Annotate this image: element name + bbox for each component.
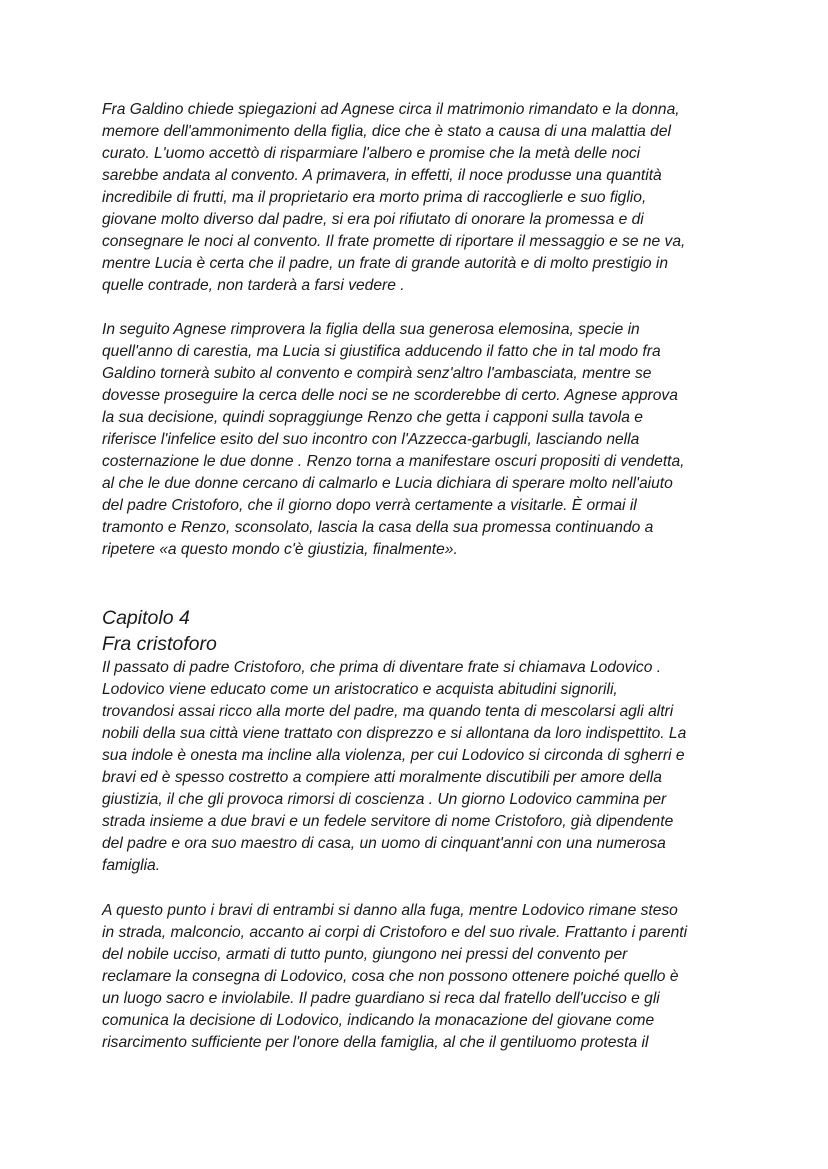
text-line: del padre e ora suo maestro di casa, un uomo di cinquant'anni con una numerosa [102,835,666,852]
text-line: giustizia, il che gli provoca rimorsi di coscienza . Un giorno Lodovico cammina per [102,791,667,808]
text-line: giovane molto diverso dal padre, si era poi rifiutato di onorare la promessa e di [102,211,644,228]
text-line: un luogo sacro e inviolabile. Il padre guardiano si reca dal fratello dell'ucciso e gli [102,990,660,1007]
text-line: tramonto e Renzo, sconsolato, lascia la casa della sua promessa continuando a [102,519,654,536]
text-line: del nobile ucciso, armati di tutto punto, giungono nei pressi del convento per [102,946,628,963]
text-line: consegnare le noci al convento. Il frate promette di riportare il messaggio e se ne va, [102,233,686,250]
text-line: Fra Galdino chiede spiegazioni ad Agnese circa il matrimonio rimandato e la donna, [102,101,680,118]
text-line: dovesse proseguire la cerca delle noci se ne scorderebbe di certo. Agnese approva [102,387,678,404]
text-line: costernazione le due donne . Renzo torna a manifestare oscuri propositi di vendetta, [102,453,685,470]
text-line: strada insieme a due bravi e un fedele servitore di nome Cristoforo, già dipendente [102,813,674,830]
text-line: in strada, malconcio, accanto ai corpi di Cristoforo e del suo rivale. Frattanto i parenti [102,924,688,941]
text-line: incredibile di frutti, ma il proprietario era morto prima di raccoglierle e suo figlio, [102,189,647,206]
text-line: famiglia. [102,857,161,874]
text-line: al che le due donne cercano di calmarlo e Lucia dichiara di sperare molto nell'aiuto [102,475,673,492]
text-line: sua indole è onesta ma incline alla violenza, per cui Lodovico si circonda di sgherri e [102,747,685,764]
text-line: A questo punto i bravi di entrambi si danno alla fuga, mentre Lodovico rimane steso [102,902,678,919]
text-line: curato. L'uomo accettò di risparmiare l'albero e promise che la metà delle noci [102,145,641,162]
chapter-number: Capitolo 4 [102,607,190,629]
text-line: quell'anno di carestia, ma Lucia si giustifica adducendo il fatto che in tal modo fra [102,343,661,360]
text-line: reclamare la consegna di Lodovico, cosa che non possono ottenere poiché quello è [102,968,679,985]
text-line: Galdino tornerà subito al convento e compirà senz'altro l'ambasciata, mentre se [102,365,652,382]
text-line: mentre Lucia è certa che il padre, un frate di grande autorità e di molto prestigio in [102,255,669,272]
text-line: comunica la decisione di Lodovico, indicando la monacazione del giovane come [102,1012,655,1029]
text-line: risarcimento sufficiente per l'onore della famiglia, al che il gentiluomo protesta il [102,1034,649,1051]
text-line: Il passato di padre Cristoforo, che prima di diventare frate si chiamava Lodovico . [102,659,662,676]
text-line: quelle contrade, non tarderà a farsi vedere . [102,277,405,294]
text-line: del padre Cristoforo, che il giorno dopo verrà certamente a visitarle. È ormai il [102,497,637,514]
text-line: Lodovico viene educato come un aristocratico e acquista abitudini signorili, [102,681,618,698]
text-line: ripetere «a questo mondo c'è giustizia, finalmente». [102,541,458,558]
text-line: nobili della sua città viene trattato con disprezzo e si allontana da loro indispettito. La [102,725,687,742]
text-line: riferisce l'infelice esito del suo incontro con l'Azzecca-garbugli, lasciando nella [102,431,640,448]
text-line: bravi ed è spesso costretto a compiere atti moralmente discutibili per amore della [102,769,662,786]
text-line: sarebbe andata al convento. A primavera, in effetti, il noce produsse una quantità [102,167,662,184]
chapter-title: Fra cristoforo [102,633,217,655]
text-line: trovandosi assai ricco alla morte del padre, ma quando tenta di mescolarsi agli altri [102,703,674,720]
text-line: la sua decisione, quindi sopraggiunge Renzo che getta i capponi sulla tavola e [102,409,643,426]
text-line: In seguito Agnese rimprovera la figlia della sua generosa elemosina, specie in [102,321,640,338]
text-line: memore dell'ammonimento della figlia, dice che è stato a causa di una malattia del [102,123,671,140]
